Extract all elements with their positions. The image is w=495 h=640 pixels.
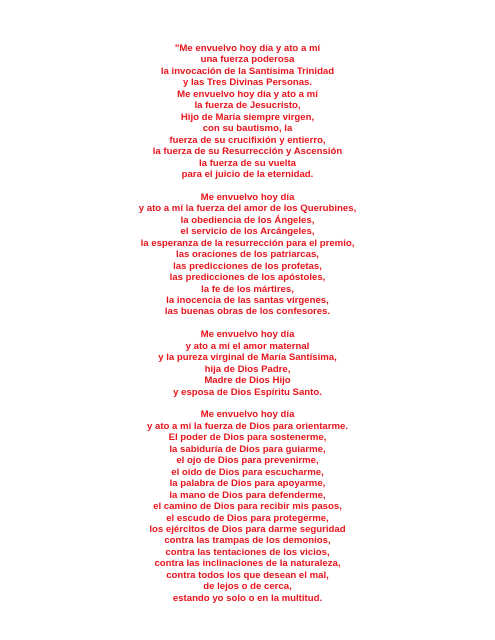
verse-line: y la pureza virginal de María Santísima, [158, 352, 337, 364]
verse-line: contra las trampas de los demonios, [164, 535, 331, 547]
verse-line: la fe de los mártires, [201, 283, 294, 295]
verse-line: Me envuelvo hoy día [200, 329, 295, 341]
verse-line: de lejos o de cerca, [203, 581, 292, 593]
verse-line: la sabiduría de Dios para guiarme, [169, 443, 326, 455]
verse-line: y ato a mí la fuerza del amor de los Querubines, [138, 203, 357, 215]
verse-line: la obediencia de los Ángeles, [180, 214, 315, 226]
verse-line: la mano de Dios para defenderme, [169, 489, 326, 501]
verse-line: una fuerza poderosa [200, 54, 295, 66]
verse-line: la fuerza de su Resurrección y Ascensión [152, 146, 343, 158]
verse-line: Me envuelvo hoy día [200, 191, 295, 203]
verse-line: la fuerza de Jesucristo, [194, 100, 301, 112]
verse-line: las oraciones de los patriarcas, [176, 249, 319, 261]
verse-line: Madre de Dios Hijo [204, 375, 291, 387]
verse-line: la inocencia de las santas vírgenes, [166, 294, 329, 306]
verse-line: los ejércitos de Dios para darme seguridad [149, 523, 346, 535]
verse-line: contra las tentaciones de los vicios, [165, 546, 330, 558]
verse-line: y las Tres Divinas Personas. [182, 77, 313, 89]
verse-line: para el juicio de la eternidad. [181, 168, 314, 180]
verse-line: el escudo de Dios para protegerme, [166, 512, 329, 524]
verse-line: contra todos los que desean el mal, [166, 569, 329, 581]
verse-line: y esposa de Dios Espíritu Santo. [173, 386, 322, 398]
verse-line: Me envuelvo hoy día [200, 409, 295, 421]
verse-line: las predicciones de los apóstoles, [169, 272, 326, 284]
stanza-4 [0, 409, 495, 604]
verse-line: las buenas obras de los confesores. [164, 306, 331, 318]
verse-line: estando yo solo o en la multitud. [172, 592, 323, 604]
verse-line: Me envuelvo hoy día y ato a mí [177, 88, 318, 100]
verse-line: "Me envuelvo hoy día y ato a mí [174, 43, 321, 54]
verse-line: con su bautismo, la [202, 123, 293, 135]
verse-line: las predicciones de los profetas, [173, 260, 322, 272]
verse-line: el oído de Dios para escucharme, [171, 466, 324, 478]
verse-line: el camino de Dios para recibir mis pasos, [153, 501, 342, 513]
verse-line: el servicio de los Arcángeles, [180, 226, 315, 238]
stanza-1 [0, 43, 495, 180]
prayer-text [0, 43, 495, 616]
verse-line: y ato a mí la fuerza de Dios para orientarme. [146, 420, 348, 432]
verse-line: hija de Dios Padre, [204, 363, 291, 375]
verse-line: fuerza de su crucifixión y entierro, [169, 134, 326, 146]
verse-line: la palabra de Dios para apoyarme, [169, 478, 326, 490]
verse-line: contra las inclinaciones de la naturaleza, [154, 558, 341, 570]
verse-line: la fuerza de su vuelta [198, 157, 297, 169]
verse-line: y ato a mí el amor maternal [185, 340, 310, 352]
verse-line: la invocación de la Santísima Trinidad [160, 65, 335, 77]
verse-line: El poder de Dios para sostenerme, [168, 432, 327, 444]
verse-line: el ojo de Dios para prevenirme, [176, 455, 319, 467]
stanza-2 [0, 192, 495, 318]
verse-line: la esperanza de la resurrección para el premio, [140, 237, 355, 249]
stanza-3 [0, 329, 495, 398]
verse-line: Hijo de María siempre virgen, [180, 111, 315, 123]
